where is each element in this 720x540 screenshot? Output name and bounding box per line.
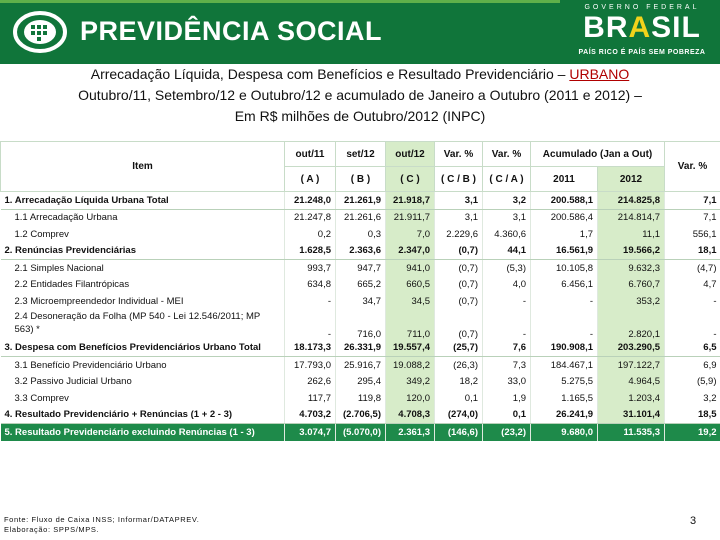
- table-row: [1, 390, 720, 407]
- table-cell: 120,0: [386, 390, 435, 407]
- table-cell: 556,1: [665, 226, 720, 243]
- table-row: [1, 260, 720, 277]
- subheader-b: ( B ): [336, 167, 386, 192]
- table-cell: 4.708,3: [386, 407, 435, 424]
- table-cell: 353,2: [598, 293, 665, 310]
- table-cell: 349,2: [386, 374, 435, 391]
- table-cell: 2.347,0: [386, 243, 435, 260]
- governo-federal-logo: [568, 4, 716, 60]
- table-row: [1, 424, 720, 441]
- row-label: 4. Resultado Previdenciário + Renúncias (1 + 2 - 3): [1, 407, 285, 424]
- title-line-1: Arrecadação Líquida, Despesa com Benefícios e Resultado Previdenciário – URBANO: [90, 66, 630, 82]
- table-row: [1, 293, 720, 310]
- table-row: [1, 357, 720, 374]
- table-cell: 9.680,0: [531, 424, 598, 441]
- table-cell: -: [483, 293, 531, 310]
- row-label: 5. Resultado Previdenciário excluindo Renúncias (1 - 3): [1, 424, 285, 441]
- table-cell: 7,1: [665, 192, 720, 210]
- table-cell: 200.586,4: [531, 209, 598, 226]
- table-cell: 6.760,7: [598, 277, 665, 294]
- table-cell: 3,2: [483, 192, 531, 210]
- row-label: 1. Arrecadação Líquida Urbana Total: [1, 192, 285, 210]
- table-cell: 26.241,9: [531, 407, 598, 424]
- table-cell: 34,5: [386, 293, 435, 310]
- table-cell: 18.173,3: [285, 340, 336, 357]
- table-cell: (26,3): [435, 357, 483, 374]
- table-cell: 993,7: [285, 260, 336, 277]
- table-cell: 4.703,2: [285, 407, 336, 424]
- header-out12: out/12: [386, 142, 435, 167]
- table-cell: 0,1: [483, 407, 531, 424]
- table-cell: 262,6: [285, 374, 336, 391]
- table-cell: 119,8: [336, 390, 386, 407]
- table-cell: 21.247,8: [285, 209, 336, 226]
- table-row: [1, 310, 720, 340]
- header-banner: [0, 0, 720, 64]
- table-cell: 18,2: [435, 374, 483, 391]
- data-table: [0, 141, 720, 441]
- table-cell: (4,7): [665, 260, 720, 277]
- table-cell: 5.275,5: [531, 374, 598, 391]
- table-cell: 21.918,7: [386, 192, 435, 210]
- table-cell: 1,9: [483, 390, 531, 407]
- row-label: 2.3 Microempreendedor Individual - MEI: [14, 295, 184, 307]
- brand-title: PREVIDÊNCIA SOCIAL: [80, 16, 383, 46]
- table-cell: 34,7: [336, 293, 386, 310]
- table-cell: -: [665, 293, 720, 310]
- row-label: 2. Renúncias Previdenciárias: [1, 243, 285, 260]
- subheader-a: ( A ): [285, 167, 336, 192]
- table-cell: 3,1: [435, 192, 483, 210]
- banner-stripe: [0, 0, 560, 3]
- table-cell: 1.165,5: [531, 390, 598, 407]
- title-highlight: URBANO: [569, 66, 630, 82]
- table-cell: 9.632,3: [598, 260, 665, 277]
- row-label: 3.1 Benefício Previdenciário Urbano: [14, 359, 167, 371]
- gov-top-text: GOVERNO FEDERAL: [584, 4, 700, 11]
- header-acumulado: Acumulado (Jan a Out): [531, 142, 665, 167]
- table-cell: 3,1: [483, 209, 531, 226]
- table-row: [1, 277, 720, 294]
- row-label: 2.1 Simples Nacional: [14, 262, 104, 274]
- table-cell: (0,7): [435, 243, 483, 260]
- table-cell: 17.793,0: [285, 357, 336, 374]
- title-line-2: Outubro/11, Setembro/12 e Outubro/12 e acumulado de Janeiro a Outubro (2011 e 2012) –: [78, 87, 642, 103]
- subheader-2011: 2011: [531, 167, 598, 192]
- table-cell: 31.101,4: [598, 407, 665, 424]
- table-cell: 197.122,7: [598, 357, 665, 374]
- source-note: Fonte: Fluxo de Caixa INSS; Informar/DATAPREV.: [4, 515, 200, 524]
- table-cell: 26.331,9: [336, 340, 386, 357]
- table-cell: 1.628,5: [285, 243, 336, 260]
- table-cell: (5,3): [483, 260, 531, 277]
- table-cell: 214.814,7: [598, 209, 665, 226]
- table-cell: 7,6: [483, 340, 531, 357]
- table-cell: 7,1: [665, 209, 720, 226]
- table-cell: -: [531, 310, 598, 340]
- table-row: [1, 209, 720, 226]
- table-row: [1, 192, 720, 210]
- prepared-note: Elaboração: SPPS/MPS.: [4, 525, 100, 534]
- table-cell: 21.261,9: [336, 192, 386, 210]
- table-cell: (0,7): [435, 293, 483, 310]
- table-cell: 295,4: [336, 374, 386, 391]
- table-cell: -: [665, 310, 720, 340]
- table-cell: 16.561,9: [531, 243, 598, 260]
- table-cell: 716,0: [336, 310, 386, 340]
- table-cell: (2.706,5): [336, 407, 386, 424]
- row-label: 1.1 Arrecadação Urbana: [14, 212, 118, 224]
- previdencia-logo-icon: [12, 10, 68, 54]
- header-item: Item: [1, 142, 285, 192]
- table-cell: 1,7: [531, 226, 598, 243]
- table-cell: 660,5: [386, 277, 435, 294]
- table-cell: 2.361,3: [386, 424, 435, 441]
- table-cell: 19.088,2: [386, 357, 435, 374]
- table-cell: 21.911,7: [386, 209, 435, 226]
- table-cell: 634,8: [285, 277, 336, 294]
- table-cell: 2.820,1: [598, 310, 665, 340]
- table-cell: 19,2: [665, 424, 720, 441]
- table-cell: (23,2): [483, 424, 531, 441]
- table-cell: 3,2: [665, 390, 720, 407]
- subheader-2012: 2012: [598, 167, 665, 192]
- row-label: 1.2 Comprev: [14, 228, 69, 240]
- title-line-3: Em R$ milhões de Outubro/2012 (INPC): [234, 108, 486, 124]
- table-cell: 2.363,6: [336, 243, 386, 260]
- table-cell: 2.229,6: [435, 226, 483, 243]
- table-cell: -: [483, 310, 531, 340]
- table-cell: 117,7: [285, 390, 336, 407]
- header-set12: set/12: [336, 142, 386, 167]
- table-cell: 19.557,4: [386, 340, 435, 357]
- header-var-acum: Var. %: [665, 142, 720, 192]
- footer-source: [4, 515, 199, 535]
- table-cell: 947,7: [336, 260, 386, 277]
- table-cell: 21.261,6: [336, 209, 386, 226]
- table-row: [1, 243, 720, 260]
- table-cell: 4,0: [483, 277, 531, 294]
- table-cell: 11,1: [598, 226, 665, 243]
- table-cell: 33,0: [483, 374, 531, 391]
- table-cell: -: [285, 310, 336, 340]
- brasil-wordmark: BRASIL: [583, 11, 701, 44]
- table-cell: (0,7): [435, 277, 483, 294]
- table-cell: (146,6): [435, 424, 483, 441]
- table-cell: 7,0: [386, 226, 435, 243]
- table-cell: 25.916,7: [336, 357, 386, 374]
- table-cell: 0,1: [435, 390, 483, 407]
- gov-slogan: PAÍS RICO É PAÍS SEM POBREZA: [578, 49, 706, 56]
- table-cell: -: [285, 293, 336, 310]
- table-cell: 4.360,6: [483, 226, 531, 243]
- table-cell: -: [531, 293, 598, 310]
- table-row: [1, 226, 720, 243]
- table-cell: 10.105,8: [531, 260, 598, 277]
- subheader-ca: ( C / A ): [483, 167, 531, 192]
- table-cell: (25,7): [435, 340, 483, 357]
- table-row: [1, 374, 720, 391]
- table-cell: 1.203,4: [598, 390, 665, 407]
- table-cell: 3.074,7: [285, 424, 336, 441]
- table-cell: (0,7): [435, 310, 483, 340]
- table-cell: (274,0): [435, 407, 483, 424]
- table-cell: 711,0: [386, 310, 435, 340]
- header-out11: out/11: [285, 142, 336, 167]
- table-cell: 6,5: [665, 340, 720, 357]
- table-cell: 0,3: [336, 226, 386, 243]
- table-cell: 184.467,1: [531, 357, 598, 374]
- table-cell: 18,5: [665, 407, 720, 424]
- page-title: [0, 64, 720, 127]
- table-row: [1, 407, 720, 424]
- header-var-ca: Var. %: [483, 142, 531, 167]
- table-cell: 7,3: [483, 357, 531, 374]
- table-row: [1, 340, 720, 357]
- table-cell: 0,2: [285, 226, 336, 243]
- row-label: 2.2 Entidades Filantrópicas: [14, 279, 130, 291]
- row-label: 2.4 Desoneração da Folha (MP 540 - Lei 12.546/2011; MP 563) *: [14, 310, 261, 335]
- table-cell: 665,2: [336, 277, 386, 294]
- table-cell: 941,0: [386, 260, 435, 277]
- table-cell: 190.908,1: [531, 340, 598, 357]
- table-cell: (5.070,0): [336, 424, 386, 441]
- table-cell: 203.290,5: [598, 340, 665, 357]
- page-number: 3: [690, 515, 697, 527]
- row-label: 3. Despesa com Benefícios Previdenciários Urbano Total: [1, 340, 285, 357]
- table-cell: 4.964,5: [598, 374, 665, 391]
- row-label: 3.3 Comprev: [14, 392, 69, 404]
- table-cell: 21.248,0: [285, 192, 336, 210]
- table-cell: 4,7: [665, 277, 720, 294]
- table-cell: 200.588,1: [531, 192, 598, 210]
- table-cell: 6,9: [665, 357, 720, 374]
- header-var-cb: Var. %: [435, 142, 483, 167]
- table-cell: 18,1: [665, 243, 720, 260]
- table-cell: 6.456,1: [531, 277, 598, 294]
- table-cell: 19.566,2: [598, 243, 665, 260]
- table-cell: 214.825,8: [598, 192, 665, 210]
- table-cell: (5,9): [665, 374, 720, 391]
- table-cell: 3,1: [435, 209, 483, 226]
- row-label: 3.2 Passivo Judicial Urbano: [14, 376, 132, 388]
- table-cell: 11.535,3: [598, 424, 665, 441]
- table-cell: (0,7): [435, 260, 483, 277]
- data-table-wrapper: [0, 141, 720, 441]
- table-cell: 44,1: [483, 243, 531, 260]
- subheader-cb: ( C / B ): [435, 167, 483, 192]
- subheader-c: ( C ): [386, 167, 435, 192]
